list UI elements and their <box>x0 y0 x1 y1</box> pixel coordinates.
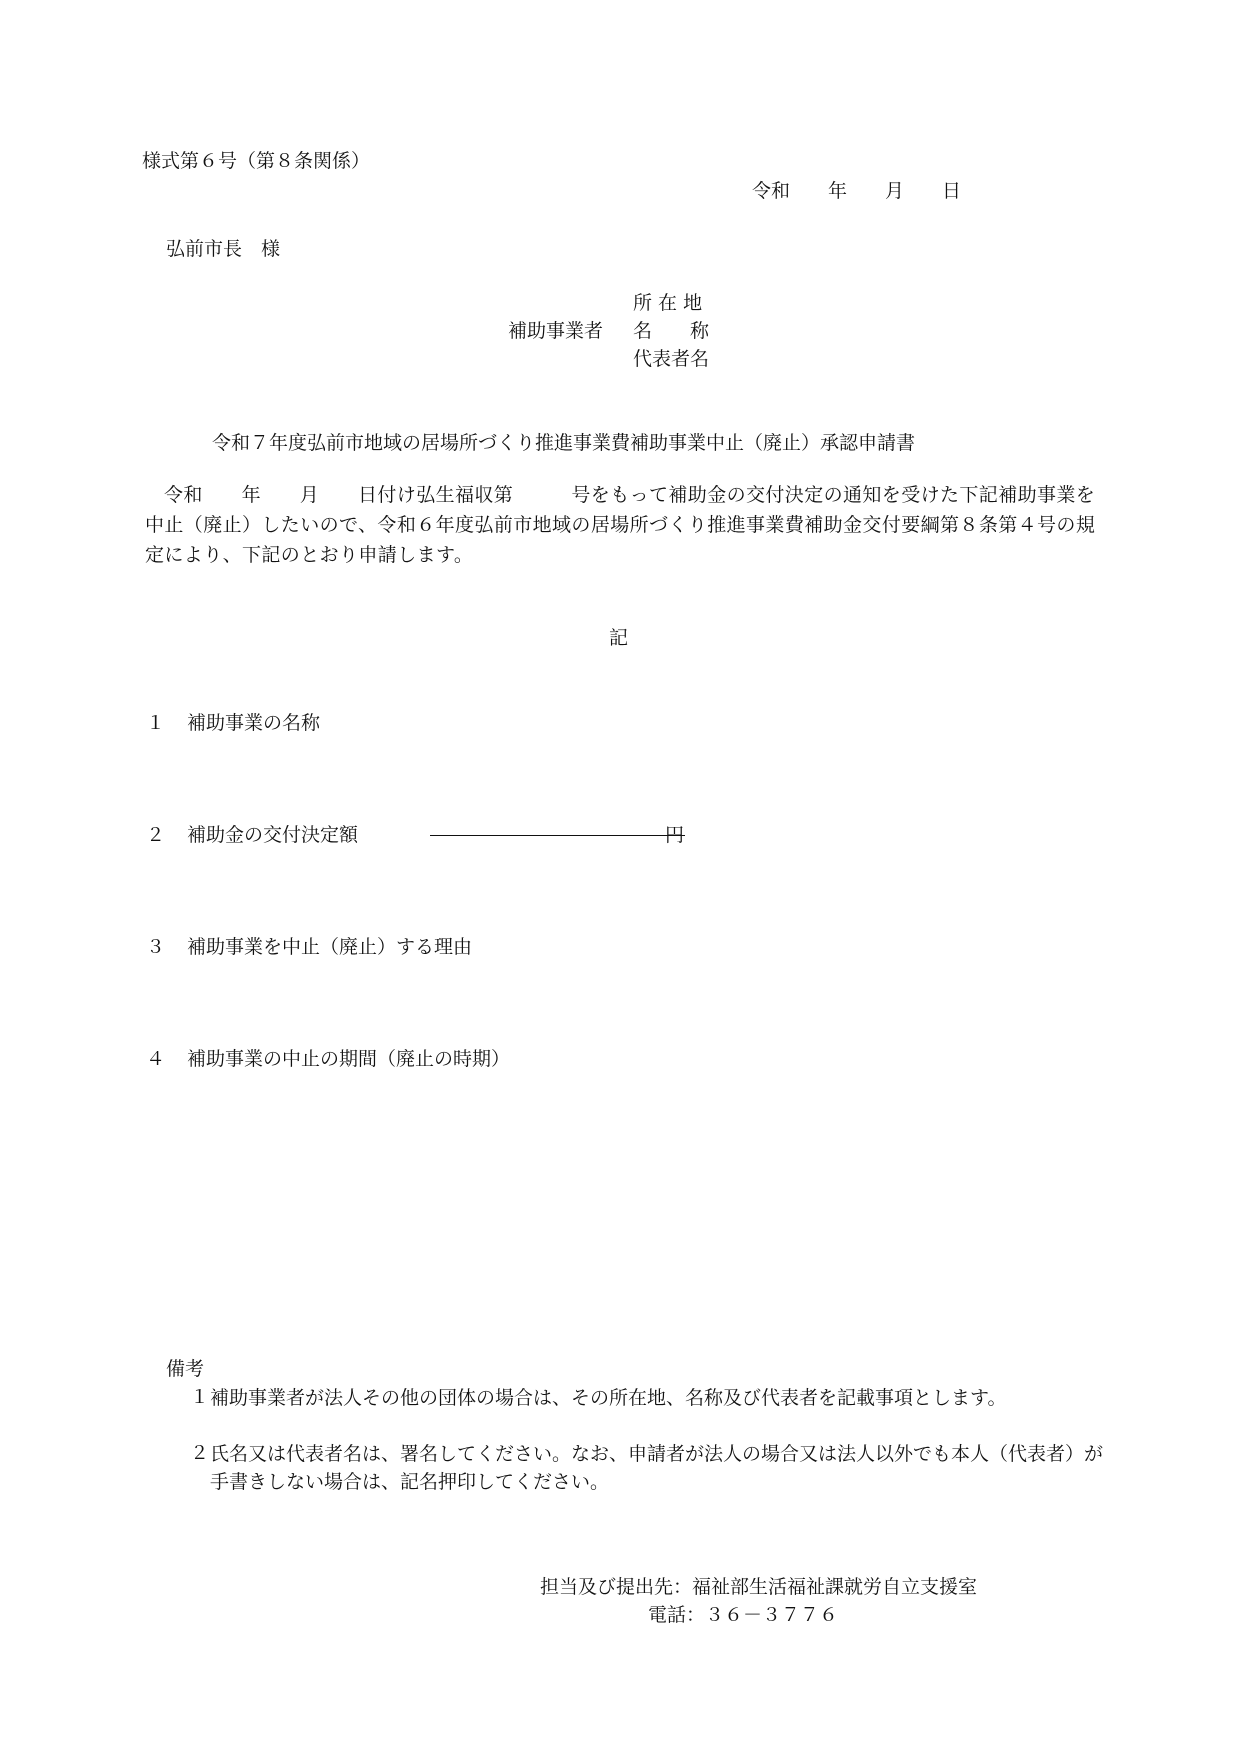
contact-office: 担当及び提出先：福祉部生活福祉課就労自立支援室 <box>540 1576 978 1598</box>
remark-text: 氏名又は代表者名は、署名してください。なお、申請者が法人の場合又は法人以外でも本人（代表者）が手書きしない場合は、記名押印してください。 <box>210 1443 1104 1493</box>
body-paragraph: 令和 年 月 日付け弘生福収第 号をもって補助金の交付決定の通知を受けた下記補助事業を中止（廃止）したいので、令和６年度弘前市地域の居場所づくり推進事業費補助金交付要綱第８条第４号の規定により、下記のとおり申請します。 <box>145 484 1096 566</box>
item-label: 補助事業の名称 <box>187 712 321 734</box>
remark-number: １ <box>190 1386 210 1408</box>
ki-heading: 記 <box>609 627 629 649</box>
addressee: 弘前市長 様 <box>166 238 281 260</box>
amount-unit: 円 <box>665 824 685 846</box>
document-title: 令和７年度弘前市地域の居場所づくり推進事業費補助事業中止（廃止）承認申請書 <box>212 432 916 454</box>
remark-text: 補助事業者が法人その他の団体の場合は、その所在地、名称及び代表者を記載事項とします。 <box>210 1387 1007 1409</box>
remarks-heading: 備考 <box>166 1358 205 1380</box>
applicant-address-label: 所 在 地 <box>633 292 703 314</box>
applicant-rep-label: 代表者名 <box>633 348 710 370</box>
amount-underline <box>430 835 685 836</box>
item-number: １ <box>146 712 166 734</box>
item-label: 補助事業を中止（廃止）する理由 <box>187 936 473 958</box>
date-line: 令和 年 月 日 <box>752 180 962 202</box>
contact-phone: 電話：３６－３７７６ <box>648 1604 839 1626</box>
applicant-name-label: 名 称 <box>633 320 710 342</box>
item-label: 補助事業の中止の期間（廃止の時期） <box>187 1048 511 1070</box>
applicant-group-label: 補助事業者 <box>508 320 604 342</box>
item-label: 補助金の交付決定額 <box>187 824 359 846</box>
item-number: ２ <box>146 824 166 846</box>
remark-number: ２ <box>190 1442 210 1464</box>
item-number: ３ <box>146 936 166 958</box>
form-label: 様式第６号（第８条関係） <box>142 150 371 172</box>
item-number: ４ <box>146 1048 166 1070</box>
